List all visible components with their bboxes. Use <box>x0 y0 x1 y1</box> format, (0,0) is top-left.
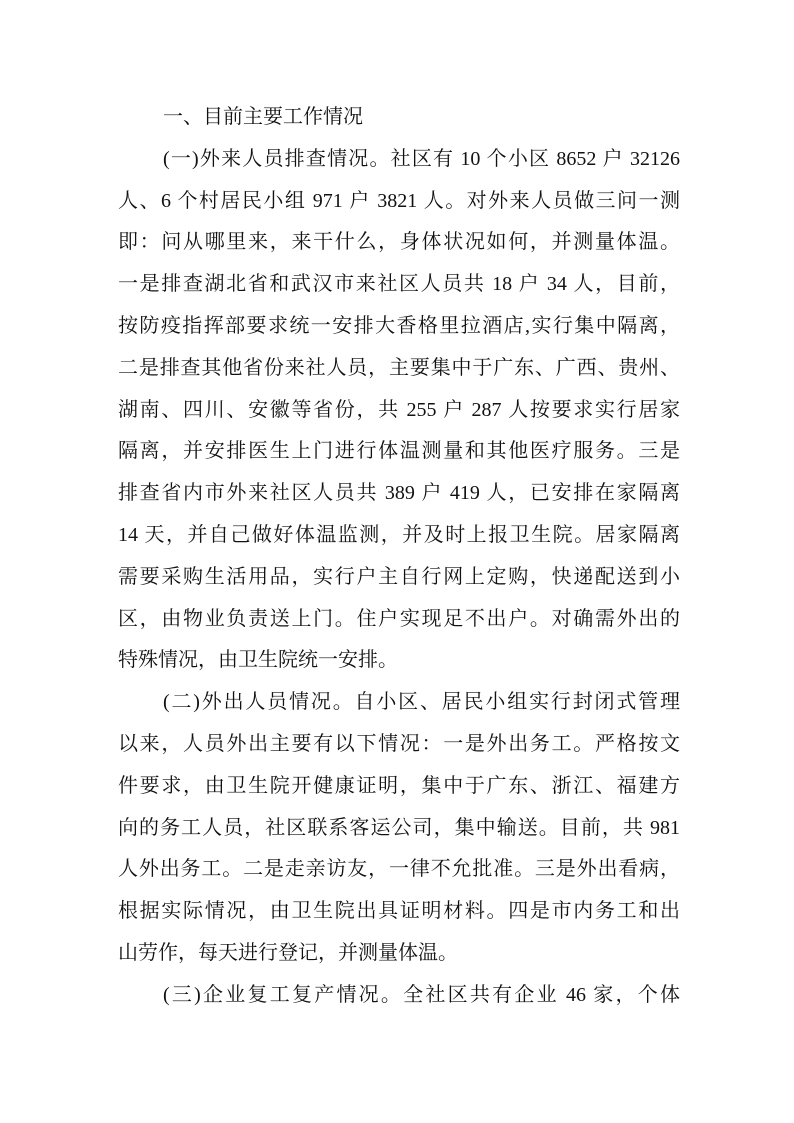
text-line: 14 天，并自己做好体温监测，并及时上报卫生院。居家隔离 <box>118 523 680 546</box>
text-line: 向的务工人员，社区联系客运公司，集中输送。目前，共 981 <box>118 816 680 839</box>
text-line: 特殊情况，由卫生院统一安排。 <box>118 649 398 672</box>
text-line: 按防疫指挥部要求统一安排大香格里拉酒店,实行集中隔离， <box>118 314 680 337</box>
text-line: 即：问从哪里来，来干什么，身体状况如何，并测量体温。 <box>118 231 680 254</box>
text-line: 区，由物业负责送上门。住户实现足不出户。对确需外出的 <box>118 607 680 630</box>
text-line: 以来，人员外出主要有以下情况：一是外出务工。严格按文 <box>118 732 680 755</box>
text-line: 人、6 个村居民小组 971 户 3821 人。对外来人员做三问一测 <box>118 189 680 212</box>
text-line: (二)外出人员情况。自小区、居民小组实行封闭式管理 <box>163 691 680 714</box>
paragraph-enterprise-resumption <box>118 975 680 1017</box>
text-line: (三)企业复工复产情况。全社区共有企业 46 家，个体 <box>163 983 680 1006</box>
text-line: (一)外来人员排查情况。社区有 10 个小区 8652 户 32126 <box>163 147 680 170</box>
paragraph-incoming-personnel <box>118 139 680 682</box>
text-line: 隔离，并安排医生上门进行体温测量和其他医疗服务。三是 <box>118 440 680 463</box>
text-line: 山劳作，每天进行登记，并测量体温。 <box>118 941 458 964</box>
document-body <box>118 97 680 1017</box>
paragraph-outgoing-personnel <box>118 682 680 975</box>
text-line: 二是排查其他省份来社人员，主要集中于广东、广西、贵州、 <box>118 356 680 379</box>
text-line: 一是排查湖北省和武汉市来社区人员共 18 户 34 人，目前， <box>118 273 680 296</box>
section-heading: 一、目前主要工作情况 <box>163 106 363 128</box>
text-line: 湖南、四川、安徽等省份，共 255 户 287 人按要求实行居家 <box>118 398 680 421</box>
text-line: 件要求，由卫生院开健康证明，集中于广东、浙江、福建方 <box>118 774 680 797</box>
text-line: 人外出务工。二是走亲访友，一律不允批准。三是外出看病， <box>118 858 680 881</box>
text-line: 排查省内市外来社区人员共 389 户 419 人，已安排在家隔离 <box>118 482 680 505</box>
text-line: 需要采购生活用品，实行户主自行网上定购，快递配送到小 <box>118 565 680 588</box>
text-line: 根据实际情况，由卫生院出具证明材料。四是市内务工和出 <box>118 900 680 923</box>
